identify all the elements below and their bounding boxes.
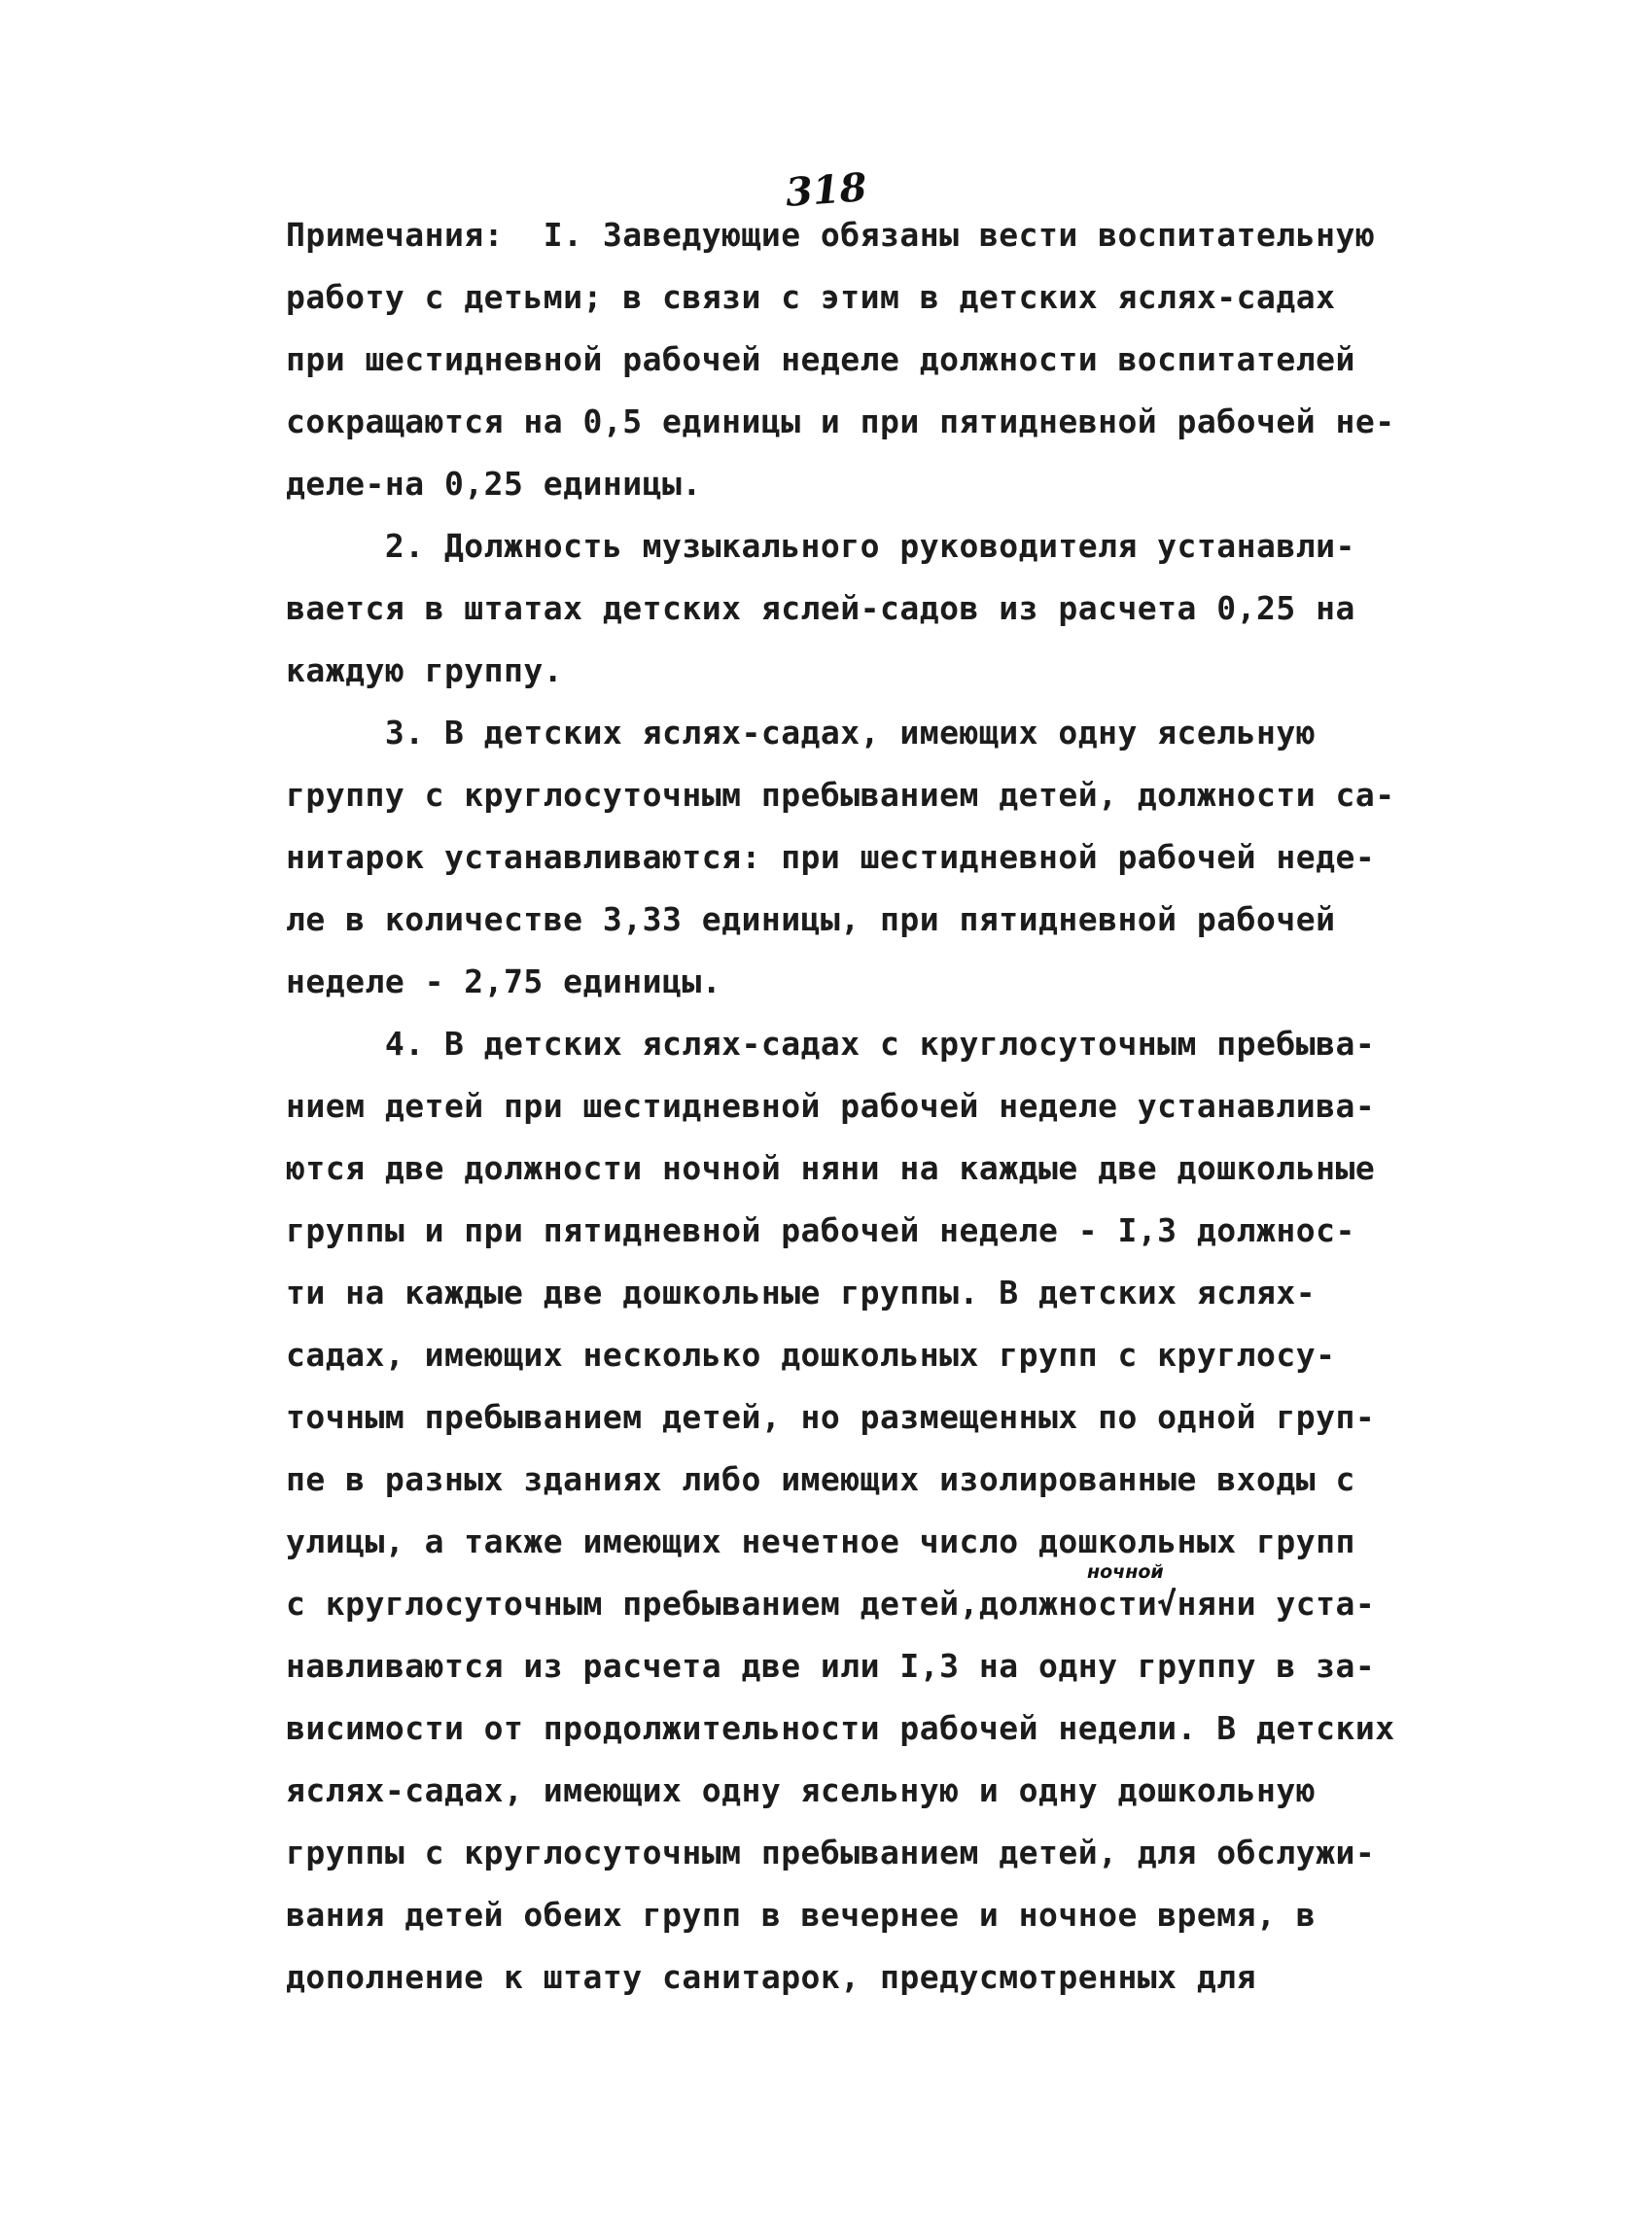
text-line: улицы, а также имеющих нечетное число дошкольных групп: [286, 1522, 1355, 1560]
text-line: нитарок устанавливаются: при шестидневной рабочей неде-: [286, 838, 1376, 876]
text-line: садах, имеющих несколько дошкольных групп с круглосу-: [286, 1336, 1336, 1374]
text-line: ле в количестве 3,33 единицы, при пятидневной рабочей: [286, 900, 1336, 938]
text-line: нием детей при шестидневной рабочей неделе устанавлива-: [286, 1087, 1376, 1125]
handwritten-insertion: ночной: [1087, 1561, 1164, 1583]
text-line: неделе - 2,75 единицы.: [286, 962, 722, 1000]
text-line: при шестидневной рабочей неделе должности воспитателей: [286, 340, 1355, 378]
text-line: деле-на 0,25 единицы.: [286, 465, 702, 503]
text-line: группу с круглосуточным пребыванием детей, должности са-: [286, 776, 1395, 814]
text-line: группы с круглосуточным пребыванием детей, для обслужи-: [286, 1834, 1376, 1871]
text-line: навливаются из расчета две или I,3 на одну группу в за-: [286, 1647, 1376, 1685]
text-line: дополнение к штату санитарок, предусмотренных для: [286, 1958, 1257, 1996]
text-line: вания детей обеих групп в вечернее и ночное время, в: [286, 1896, 1317, 1934]
text-line: с круглосуточным пребыванием детей,должности√няни уста-: [286, 1585, 1376, 1623]
text-line: 4. В детских яслях-садах с круглосуточным пребыва-: [286, 1025, 1376, 1063]
text-line: 3. В детских яслях-садах, имеющих одну ясельную: [286, 714, 1317, 752]
text-line: каждую группу.: [286, 651, 564, 689]
text-line: Примечания: I. Заведующие обязаны вести воспитательную: [286, 216, 1376, 254]
text-line: группы и при пятидневной рабочей неделе - I,3 должнос-: [286, 1211, 1355, 1249]
text-line: 2. Должность музыкального руководителя устанавли-: [286, 527, 1355, 565]
text-line: ти на каждые две дошкольные группы. В детских яслях-: [286, 1274, 1317, 1311]
text-line: сокращаются на 0,5 единицы и при пятидневной рабочей не-: [286, 402, 1395, 440]
page-number: 318: [784, 164, 869, 216]
text-line: висимости от продолжительности рабочей недели. В детских: [286, 1709, 1395, 1747]
text-line: ются две должности ночной няни на каждые две дошкольные: [286, 1149, 1376, 1187]
text-line: вается в штатах детских яслей-садов из расчета 0,25 на: [286, 589, 1355, 627]
text-line: пе в разных зданиях либо имеющих изолированные входы с: [286, 1460, 1355, 1498]
text-line: работу с детьми; в связи с этим в детских яслях-садах: [286, 278, 1336, 316]
text-line: яслях-садах, имеющих одну ясельную и одну дошкольную: [286, 1771, 1317, 1809]
text-line: точным пребыванием детей, но размещенных по одной груп-: [286, 1398, 1376, 1436]
